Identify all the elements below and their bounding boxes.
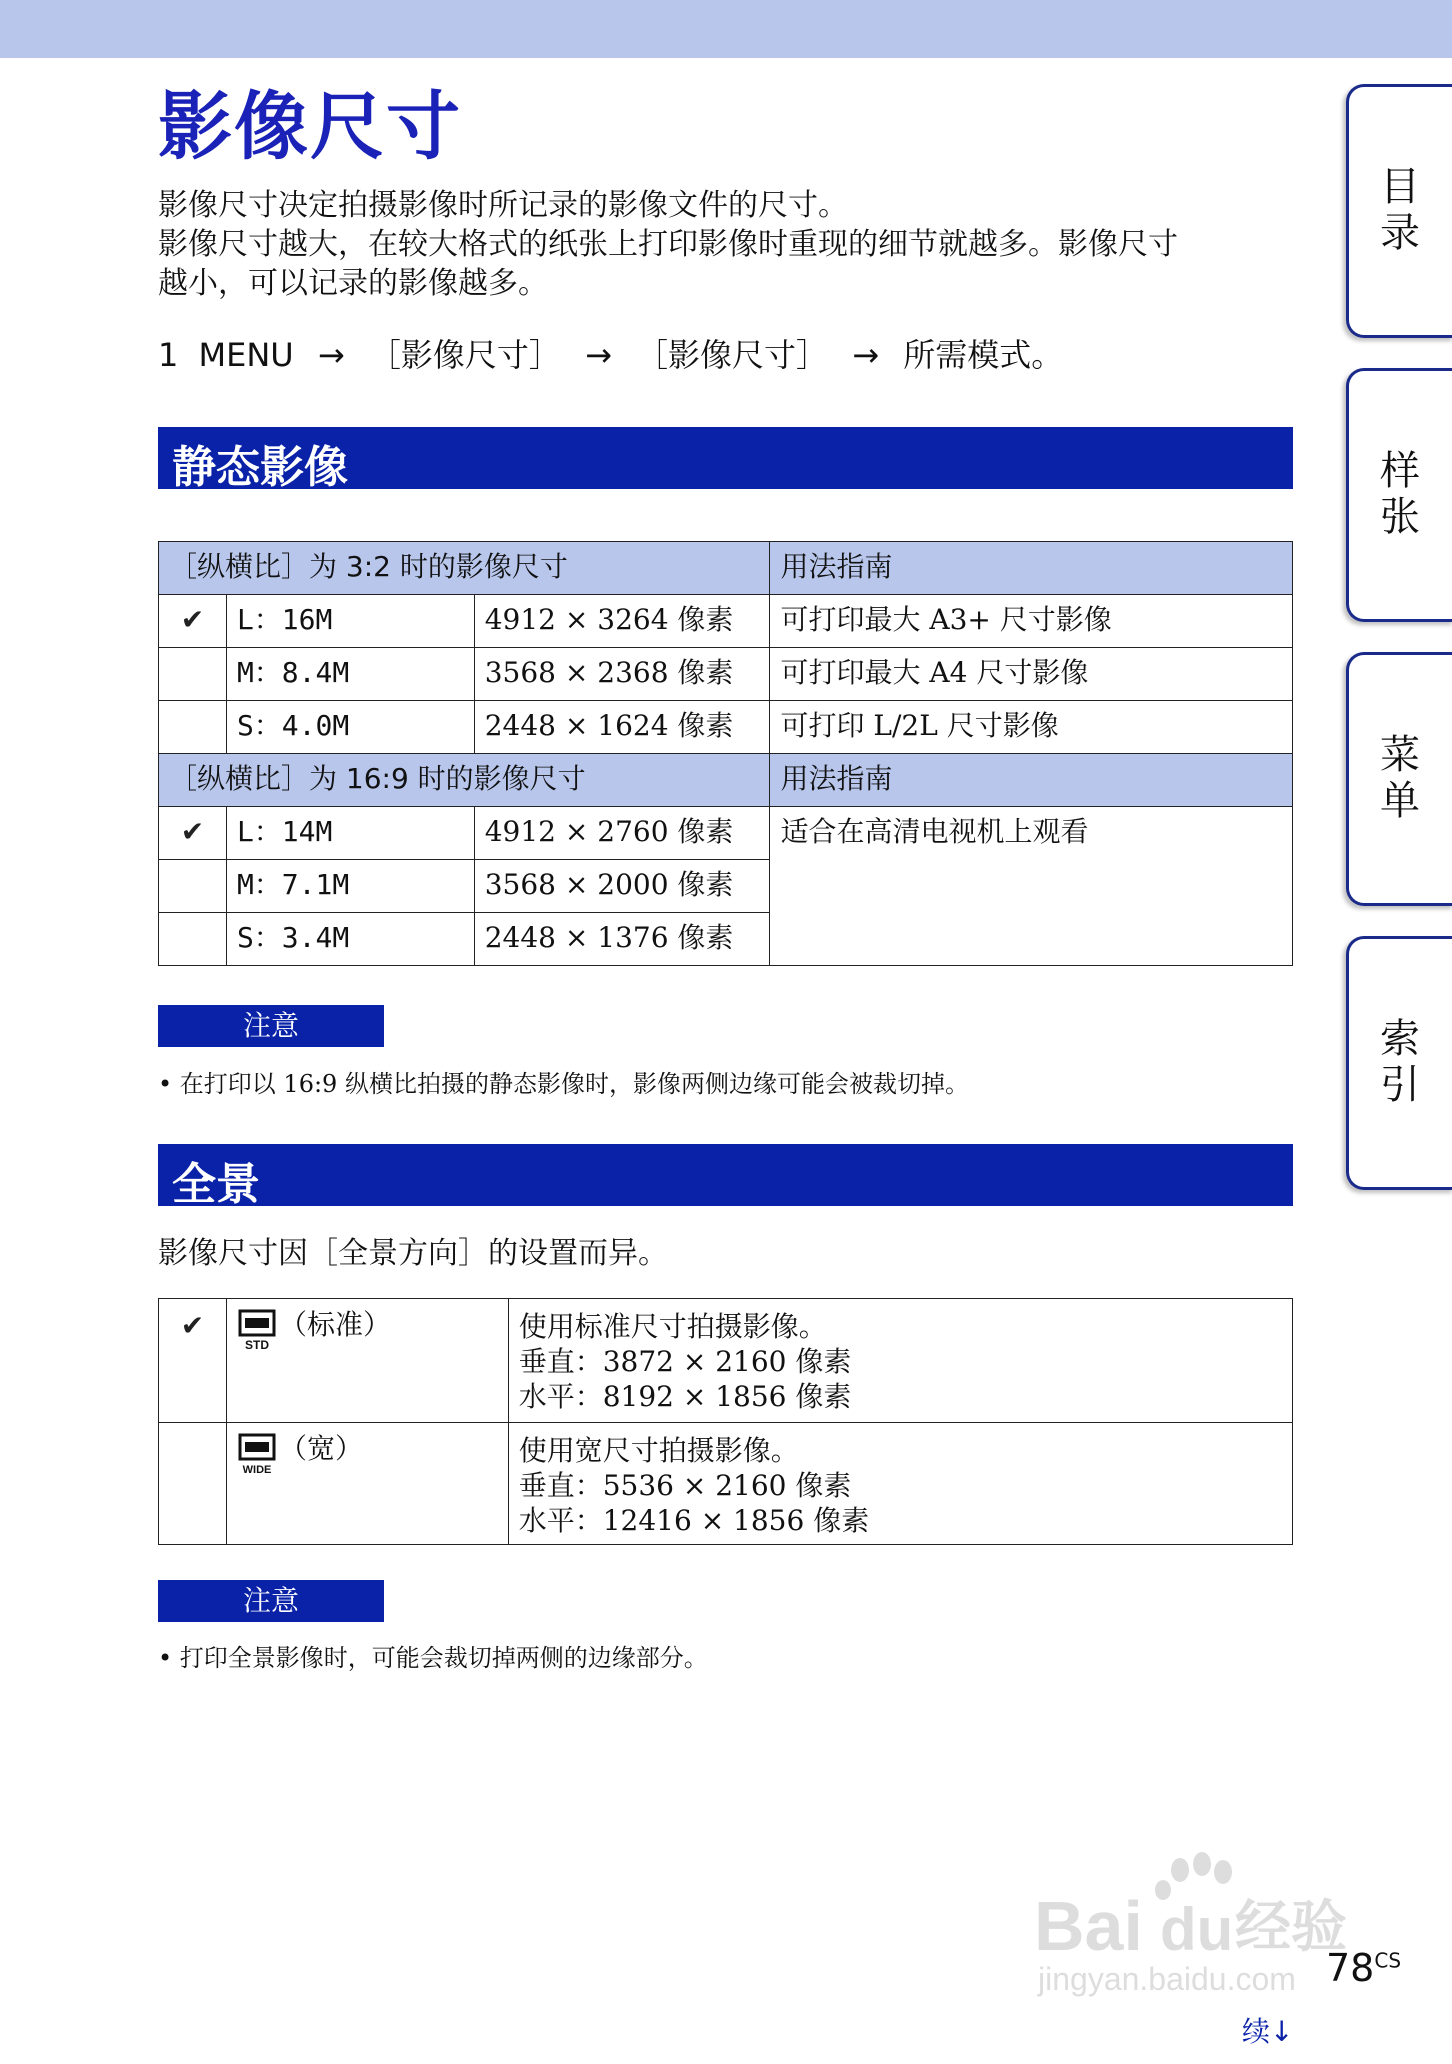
ratio-169-header: ［纵横比］为 16:9 时的影像尺寸 bbox=[159, 754, 770, 807]
size-cell: M：7.1M bbox=[226, 860, 474, 913]
horizontal-size: 水平：8192 × 1856 像素 bbox=[518, 1380, 852, 1413]
section-title: 静态影像 bbox=[172, 442, 348, 493]
table-row bbox=[159, 1299, 1293, 1423]
top-banner bbox=[0, 0, 1452, 58]
arrow-icon: → bbox=[317, 336, 345, 374]
usage-cell: 可打印最大 A3+ 尺寸影像 bbox=[770, 595, 1293, 648]
table-row bbox=[159, 648, 1293, 701]
mode-label: （标准） bbox=[278, 1308, 391, 1341]
mode-label: （宽） bbox=[278, 1432, 363, 1465]
tab-label: 样张 bbox=[1373, 449, 1420, 541]
pixels-cell: 3568 × 2368 像素 bbox=[474, 648, 770, 701]
size-cell: L：16M bbox=[226, 595, 474, 648]
tab-contents[interactable] bbox=[1346, 84, 1452, 338]
section-heading-panorama bbox=[158, 1144, 1293, 1210]
tab-index[interactable] bbox=[1346, 936, 1452, 1190]
usage-cell: 可打印 L/2L 尺寸影像 bbox=[770, 701, 1293, 754]
usage-header: 用法指南 bbox=[770, 542, 1293, 595]
pixels-cell: 4912 × 2760 像素 bbox=[474, 807, 770, 860]
menu-item-image-size-sub: ［影像尺寸］ bbox=[636, 336, 829, 374]
menu-step bbox=[158, 330, 1063, 376]
mode-cell bbox=[226, 1423, 508, 1545]
default-check-icon: ✔ bbox=[159, 807, 227, 860]
tab-label: 索引 bbox=[1373, 1017, 1420, 1109]
desc-line: 使用标准尺寸拍摄影像。 bbox=[518, 1310, 827, 1343]
page-number bbox=[1326, 1946, 1401, 1990]
step-number: 1 bbox=[158, 336, 179, 374]
horizontal-size: 水平：12416 × 1856 像素 bbox=[518, 1504, 870, 1537]
pixels-cell: 2448 × 1376 像素 bbox=[474, 913, 770, 966]
mode-cell bbox=[226, 1299, 508, 1423]
baidu-watermark bbox=[1030, 1850, 1370, 2000]
table-header-row bbox=[159, 754, 1293, 807]
panorama-description: 影像尺寸因［全景方向］的设置而异。 bbox=[158, 1236, 668, 1271]
intro-paragraph bbox=[158, 186, 1298, 303]
table-row bbox=[159, 701, 1293, 754]
menu-label: MENU bbox=[198, 336, 294, 374]
description-cell bbox=[508, 1423, 1292, 1545]
intro-line: 越小，可以记录的影像越多。 bbox=[158, 266, 548, 301]
table-row bbox=[159, 1423, 1293, 1545]
size-cell: L：14M bbox=[226, 807, 474, 860]
vertical-size: 垂直：3872 × 2160 像素 bbox=[518, 1345, 852, 1378]
svg-text:du: du bbox=[1160, 1896, 1234, 1963]
size-cell: S：3.4M bbox=[226, 913, 474, 966]
page-number-value: 78 bbox=[1326, 1946, 1375, 1990]
tab-label: 目录 bbox=[1373, 165, 1420, 257]
size-cell: S：4.0M bbox=[226, 701, 474, 754]
page-suffix: CS bbox=[1374, 1948, 1402, 1973]
note-label: 注意 bbox=[158, 1005, 384, 1047]
size-cell: M：8.4M bbox=[226, 648, 474, 701]
table-row bbox=[159, 807, 1293, 860]
default-check-icon: ✔ bbox=[159, 595, 227, 648]
intro-line: 影像尺寸越大，在较大格式的纸张上打印影像时重现的细节就越多。影像尺寸 bbox=[158, 227, 1178, 262]
down-arrow-icon: ↓ bbox=[1270, 2015, 1294, 2048]
default-check-icon: ✔ bbox=[159, 1299, 227, 1423]
svg-text:Bai: Bai bbox=[1034, 1887, 1143, 1965]
tab-samples[interactable] bbox=[1346, 368, 1452, 622]
menu-item-image-size: ［影像尺寸］ bbox=[368, 336, 561, 374]
note-body: 在打印以 16:9 纵横比拍摄的静态影像时，影像两侧边缘可能会被裁切掉。 bbox=[179, 1070, 969, 1098]
section-heading-still bbox=[158, 427, 1293, 493]
note-body: 打印全景影像时，可能会裁切掉两侧的边缘部分。 bbox=[179, 1644, 708, 1672]
vertical-size: 垂直：5536 × 2160 像素 bbox=[518, 1469, 852, 1502]
desc-line: 使用宽尺寸拍摄影像。 bbox=[518, 1434, 799, 1467]
table-row bbox=[159, 595, 1293, 648]
ratio-32-header: ［纵横比］为 3:2 时的影像尺寸 bbox=[159, 542, 770, 595]
page-title: 影像尺寸 bbox=[158, 84, 462, 170]
arrow-icon: → bbox=[585, 336, 612, 374]
note-label: 注意 bbox=[158, 1580, 384, 1622]
usage-header: 用法指南 bbox=[770, 754, 1293, 807]
table-header-row bbox=[159, 542, 1293, 595]
pixels-cell: 4912 × 3264 像素 bbox=[474, 595, 770, 648]
arrow-icon: → bbox=[852, 336, 880, 374]
svg-text:经验: 经验 bbox=[1235, 1895, 1347, 1960]
panorama-wide-icon bbox=[237, 1433, 277, 1475]
intro-line: 影像尺寸决定拍摄影像时所记录的影像文件的尺寸。 bbox=[158, 188, 848, 223]
pixels-cell: 2448 × 1624 像素 bbox=[474, 701, 770, 754]
note-text: • 打印全景影像时，可能会裁切掉两侧的边缘部分。 bbox=[158, 1644, 708, 1672]
still-size-table bbox=[158, 541, 1293, 966]
tab-menu[interactable] bbox=[1346, 652, 1452, 906]
section-title: 全景 bbox=[172, 1159, 260, 1210]
panorama-standard-icon bbox=[237, 1309, 277, 1351]
svg-text:WIDE: WIDE bbox=[242, 1464, 272, 1475]
tab-label: 菜单 bbox=[1373, 733, 1420, 825]
panorama-size-table bbox=[158, 1298, 1293, 1545]
continued-indicator bbox=[1242, 2010, 1293, 2050]
svg-text:jingyan.baidu.com: jingyan.baidu.com bbox=[1038, 1961, 1296, 1997]
usage-cell: 可打印最大 A4 尺寸影像 bbox=[770, 648, 1293, 701]
step-end: 所需模式。 bbox=[903, 336, 1064, 374]
description-cell bbox=[508, 1299, 1292, 1423]
continued-label: 续 bbox=[1242, 2015, 1271, 2048]
svg-text:STD: STD bbox=[244, 1338, 269, 1351]
usage-cell: 适合在高清电视机上观看 bbox=[770, 807, 1293, 966]
pixels-cell: 3568 × 2000 像素 bbox=[474, 860, 770, 913]
note-text: • 在打印以 16:9 纵横比拍摄的静态影像时，影像两侧边缘可能会被裁切掉。 bbox=[158, 1070, 969, 1098]
